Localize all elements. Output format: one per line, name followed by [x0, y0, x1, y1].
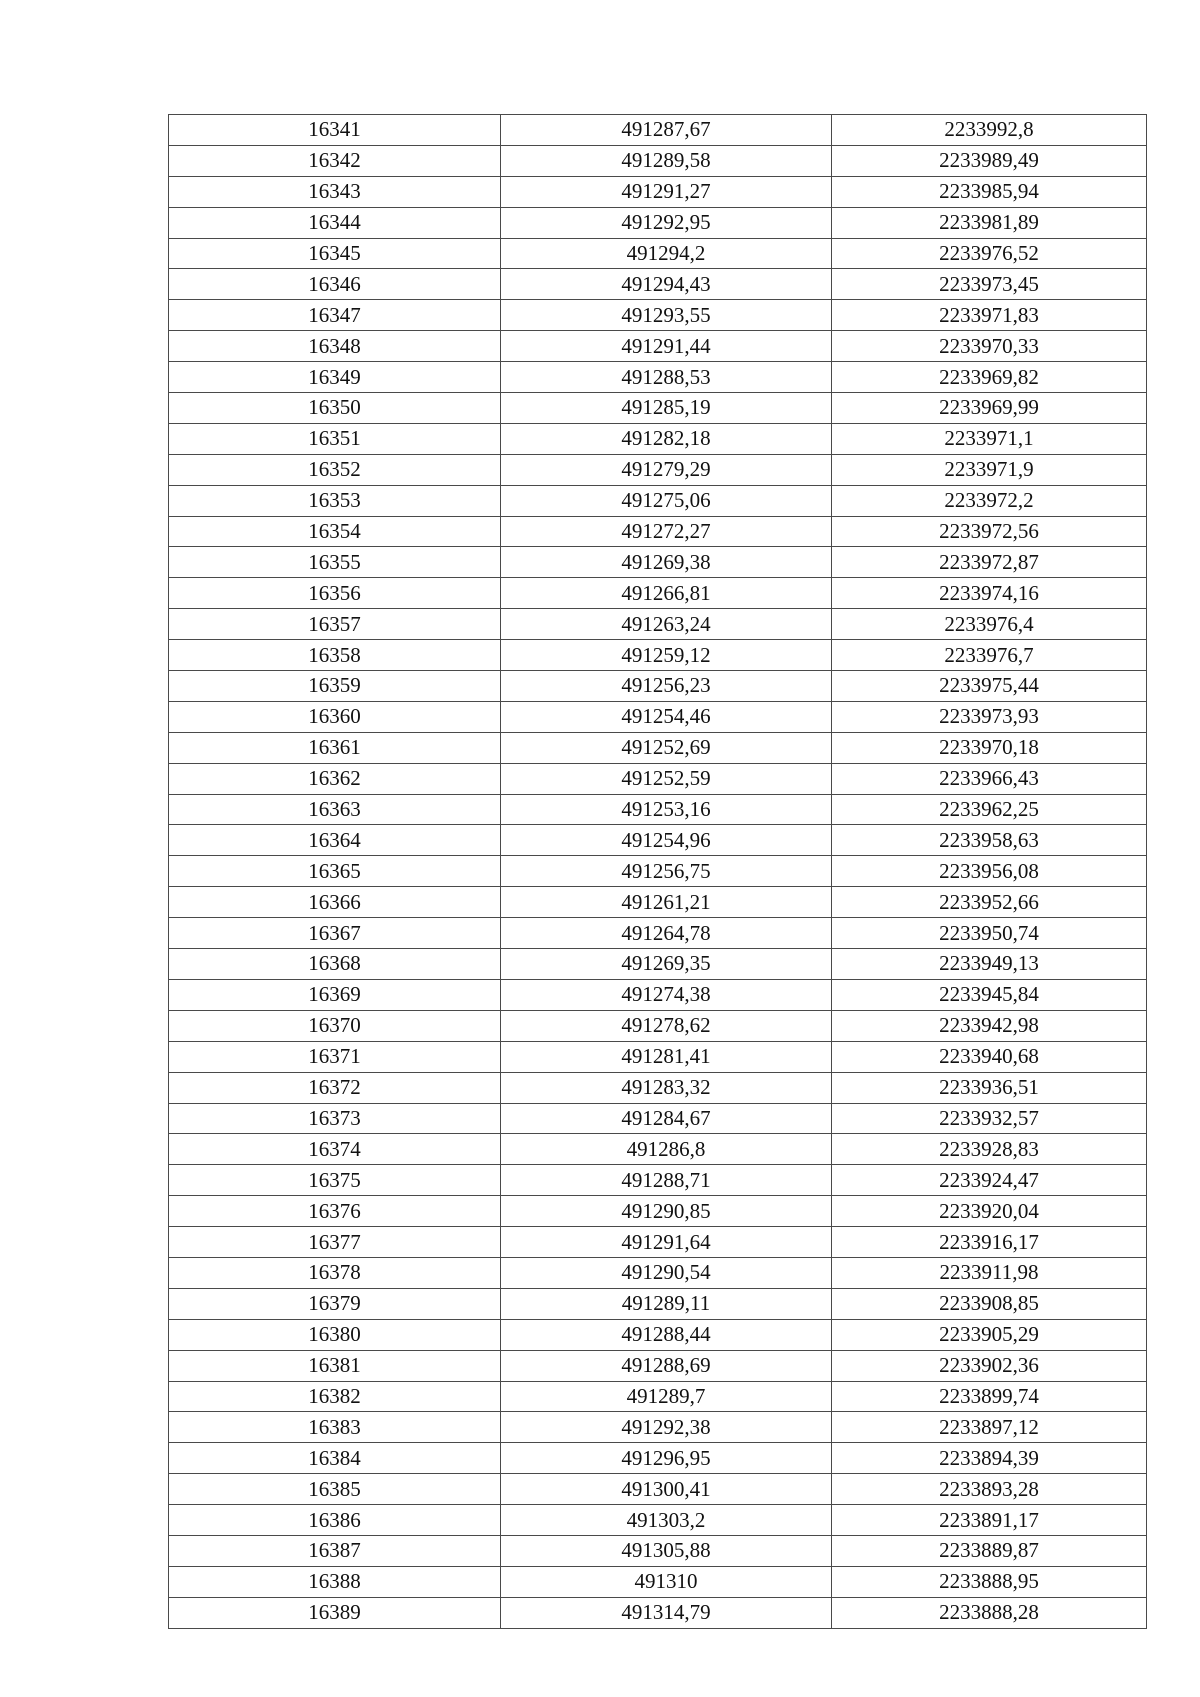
point-number-cell: 16376: [169, 1196, 501, 1227]
point-number-cell: 16389: [169, 1597, 501, 1628]
y-coordinate-cell: 2233975,44: [832, 671, 1147, 702]
x-coordinate-cell: 491252,59: [501, 763, 832, 794]
coordinates-table-body: [169, 115, 1147, 1629]
y-coordinate-cell: 2233893,28: [832, 1474, 1147, 1505]
table-row: [169, 485, 1147, 516]
x-coordinate-cell: 491288,44: [501, 1319, 832, 1350]
y-coordinate-cell: 2233945,84: [832, 979, 1147, 1010]
point-number-cell: 16345: [169, 238, 501, 269]
table-row: [169, 1227, 1147, 1258]
x-coordinate-cell: 491266,81: [501, 578, 832, 609]
x-coordinate-cell: 491259,12: [501, 640, 832, 671]
table-row: [169, 1072, 1147, 1103]
y-coordinate-cell: 2233985,94: [832, 176, 1147, 207]
x-coordinate-cell: 491305,88: [501, 1535, 832, 1566]
y-coordinate-cell: 2233956,08: [832, 856, 1147, 887]
point-number-cell: 16379: [169, 1288, 501, 1319]
x-coordinate-cell: 491291,44: [501, 331, 832, 362]
point-number-cell: 16351: [169, 423, 501, 454]
y-coordinate-cell: 2233969,99: [832, 393, 1147, 424]
x-coordinate-cell: 491269,38: [501, 547, 832, 578]
point-number-cell: 16341: [169, 115, 501, 146]
point-number-cell: 16373: [169, 1103, 501, 1134]
x-coordinate-cell: 491254,96: [501, 825, 832, 856]
table-row: [169, 856, 1147, 887]
point-number-cell: 16367: [169, 918, 501, 949]
table-row: [169, 1350, 1147, 1381]
y-coordinate-cell: 2233971,83: [832, 300, 1147, 331]
point-number-cell: 16359: [169, 671, 501, 702]
point-number-cell: 16377: [169, 1227, 501, 1258]
point-number-cell: 16343: [169, 176, 501, 207]
table-row: [169, 609, 1147, 640]
point-number-cell: 16388: [169, 1566, 501, 1597]
x-coordinate-cell: 491275,06: [501, 485, 832, 516]
x-coordinate-cell: 491263,24: [501, 609, 832, 640]
point-number-cell: 16344: [169, 207, 501, 238]
x-coordinate-cell: 491290,54: [501, 1257, 832, 1288]
y-coordinate-cell: 2233911,98: [832, 1257, 1147, 1288]
table-row: [169, 1566, 1147, 1597]
table-row: [169, 1474, 1147, 1505]
table-row: [169, 1288, 1147, 1319]
x-coordinate-cell: 491289,11: [501, 1288, 832, 1319]
point-number-cell: 16382: [169, 1381, 501, 1412]
y-coordinate-cell: 2233899,74: [832, 1381, 1147, 1412]
point-number-cell: 16350: [169, 393, 501, 424]
y-coordinate-cell: 2233889,87: [832, 1535, 1147, 1566]
point-number-cell: 16349: [169, 362, 501, 393]
x-coordinate-cell: 491284,67: [501, 1103, 832, 1134]
table-row: [169, 1165, 1147, 1196]
table-row: [169, 640, 1147, 671]
y-coordinate-cell: 2233970,18: [832, 732, 1147, 763]
table-row: [169, 207, 1147, 238]
x-coordinate-cell: 491254,46: [501, 701, 832, 732]
x-coordinate-cell: 491253,16: [501, 794, 832, 825]
y-coordinate-cell: 2233936,51: [832, 1072, 1147, 1103]
table-row: [169, 300, 1147, 331]
x-coordinate-cell: 491272,27: [501, 516, 832, 547]
y-coordinate-cell: 2233962,25: [832, 794, 1147, 825]
x-coordinate-cell: 491289,7: [501, 1381, 832, 1412]
table-row: [169, 1134, 1147, 1165]
y-coordinate-cell: 2233981,89: [832, 207, 1147, 238]
x-coordinate-cell: 491287,67: [501, 115, 832, 146]
x-coordinate-cell: 491252,69: [501, 732, 832, 763]
y-coordinate-cell: 2233958,63: [832, 825, 1147, 856]
point-number-cell: 16347: [169, 300, 501, 331]
point-number-cell: 16346: [169, 269, 501, 300]
table-row: [169, 269, 1147, 300]
point-number-cell: 16378: [169, 1257, 501, 1288]
y-coordinate-cell: 2233976,52: [832, 238, 1147, 269]
point-number-cell: 16364: [169, 825, 501, 856]
table-row: [169, 825, 1147, 856]
table-row: [169, 1443, 1147, 1474]
x-coordinate-cell: 491281,41: [501, 1041, 832, 1072]
point-number-cell: 16356: [169, 578, 501, 609]
table-row: [169, 516, 1147, 547]
y-coordinate-cell: 2233891,17: [832, 1505, 1147, 1536]
y-coordinate-cell: 2233905,29: [832, 1319, 1147, 1350]
y-coordinate-cell: 2233897,12: [832, 1412, 1147, 1443]
table-row: [169, 393, 1147, 424]
x-coordinate-cell: 491288,53: [501, 362, 832, 393]
table-row: [169, 949, 1147, 980]
table-row: [169, 454, 1147, 485]
x-coordinate-cell: 491294,2: [501, 238, 832, 269]
x-coordinate-cell: 491256,75: [501, 856, 832, 887]
point-number-cell: 16370: [169, 1010, 501, 1041]
y-coordinate-cell: 2233940,68: [832, 1041, 1147, 1072]
point-number-cell: 16365: [169, 856, 501, 887]
table-row: [169, 331, 1147, 362]
point-number-cell: 16372: [169, 1072, 501, 1103]
x-coordinate-cell: 491300,41: [501, 1474, 832, 1505]
y-coordinate-cell: 2233969,82: [832, 362, 1147, 393]
y-coordinate-cell: 2233971,9: [832, 454, 1147, 485]
table-row: [169, 423, 1147, 454]
y-coordinate-cell: 2233973,93: [832, 701, 1147, 732]
x-coordinate-cell: 491294,43: [501, 269, 832, 300]
table-row: [169, 115, 1147, 146]
point-number-cell: 16360: [169, 701, 501, 732]
table-row: [169, 1041, 1147, 1072]
table-row: [169, 1196, 1147, 1227]
y-coordinate-cell: 2233972,2: [832, 485, 1147, 516]
y-coordinate-cell: 2233932,57: [832, 1103, 1147, 1134]
point-number-cell: 16366: [169, 887, 501, 918]
y-coordinate-cell: 2233971,1: [832, 423, 1147, 454]
x-coordinate-cell: 491264,78: [501, 918, 832, 949]
x-coordinate-cell: 491261,21: [501, 887, 832, 918]
point-number-cell: 16353: [169, 485, 501, 516]
x-coordinate-cell: 491278,62: [501, 1010, 832, 1041]
x-coordinate-cell: 491279,29: [501, 454, 832, 485]
table-row: [169, 732, 1147, 763]
table-row: [169, 362, 1147, 393]
y-coordinate-cell: 2233976,7: [832, 640, 1147, 671]
y-coordinate-cell: 2233972,87: [832, 547, 1147, 578]
point-number-cell: 16355: [169, 547, 501, 578]
point-number-cell: 16381: [169, 1350, 501, 1381]
y-coordinate-cell: 2233989,49: [832, 145, 1147, 176]
y-coordinate-cell: 2233970,33: [832, 331, 1147, 362]
y-coordinate-cell: 2233950,74: [832, 918, 1147, 949]
y-coordinate-cell: 2233974,16: [832, 578, 1147, 609]
point-number-cell: 16383: [169, 1412, 501, 1443]
table-row: [169, 145, 1147, 176]
y-coordinate-cell: 2233992,8: [832, 115, 1147, 146]
x-coordinate-cell: 491285,19: [501, 393, 832, 424]
table-row: [169, 763, 1147, 794]
x-coordinate-cell: 491310: [501, 1566, 832, 1597]
table-row: [169, 1505, 1147, 1536]
x-coordinate-cell: 491292,95: [501, 207, 832, 238]
y-coordinate-cell: 2233888,95: [832, 1566, 1147, 1597]
table-row: [169, 671, 1147, 702]
x-coordinate-cell: 491290,85: [501, 1196, 832, 1227]
table-row: [169, 547, 1147, 578]
x-coordinate-cell: 491274,38: [501, 979, 832, 1010]
x-coordinate-cell: 491289,58: [501, 145, 832, 176]
point-number-cell: 16386: [169, 1505, 501, 1536]
y-coordinate-cell: 2233888,28: [832, 1597, 1147, 1628]
y-coordinate-cell: 2233973,45: [832, 269, 1147, 300]
point-number-cell: 16375: [169, 1165, 501, 1196]
table-row: [169, 1257, 1147, 1288]
table-row: [169, 1535, 1147, 1566]
table-row: [169, 176, 1147, 207]
x-coordinate-cell: 491314,79: [501, 1597, 832, 1628]
point-number-cell: 16387: [169, 1535, 501, 1566]
x-coordinate-cell: 491292,38: [501, 1412, 832, 1443]
y-coordinate-cell: 2233976,4: [832, 609, 1147, 640]
x-coordinate-cell: 491283,32: [501, 1072, 832, 1103]
y-coordinate-cell: 2233902,36: [832, 1350, 1147, 1381]
table-row: [169, 918, 1147, 949]
table-row: [169, 979, 1147, 1010]
point-number-cell: 16380: [169, 1319, 501, 1350]
point-number-cell: 16384: [169, 1443, 501, 1474]
table-row: [169, 1412, 1147, 1443]
table-row: [169, 701, 1147, 732]
x-coordinate-cell: 491296,95: [501, 1443, 832, 1474]
y-coordinate-cell: 2233920,04: [832, 1196, 1147, 1227]
point-number-cell: 16371: [169, 1041, 501, 1072]
y-coordinate-cell: 2233972,56: [832, 516, 1147, 547]
y-coordinate-cell: 2233952,66: [832, 887, 1147, 918]
x-coordinate-cell: 491291,27: [501, 176, 832, 207]
table-row: [169, 1381, 1147, 1412]
point-number-cell: 16354: [169, 516, 501, 547]
table-row: [169, 1010, 1147, 1041]
table-row: [169, 578, 1147, 609]
x-coordinate-cell: 491293,55: [501, 300, 832, 331]
y-coordinate-cell: 2233894,39: [832, 1443, 1147, 1474]
point-number-cell: 16348: [169, 331, 501, 362]
table-row: [169, 794, 1147, 825]
point-number-cell: 16368: [169, 949, 501, 980]
y-coordinate-cell: 2233908,85: [832, 1288, 1147, 1319]
x-coordinate-cell: 491303,2: [501, 1505, 832, 1536]
table-row: [169, 887, 1147, 918]
y-coordinate-cell: 2233949,13: [832, 949, 1147, 980]
point-number-cell: 16361: [169, 732, 501, 763]
table-row: [169, 1597, 1147, 1628]
point-number-cell: 16385: [169, 1474, 501, 1505]
point-number-cell: 16369: [169, 979, 501, 1010]
coordinates-table: [168, 114, 1147, 1629]
y-coordinate-cell: 2233966,43: [832, 763, 1147, 794]
x-coordinate-cell: 491288,71: [501, 1165, 832, 1196]
point-number-cell: 16362: [169, 763, 501, 794]
table-row: [169, 1319, 1147, 1350]
y-coordinate-cell: 2233916,17: [832, 1227, 1147, 1258]
x-coordinate-cell: 491256,23: [501, 671, 832, 702]
point-number-cell: 16342: [169, 145, 501, 176]
x-coordinate-cell: 491282,18: [501, 423, 832, 454]
point-number-cell: 16374: [169, 1134, 501, 1165]
y-coordinate-cell: 2233924,47: [832, 1165, 1147, 1196]
point-number-cell: 16352: [169, 454, 501, 485]
x-coordinate-cell: 491291,64: [501, 1227, 832, 1258]
point-number-cell: 16358: [169, 640, 501, 671]
x-coordinate-cell: 491288,69: [501, 1350, 832, 1381]
y-coordinate-cell: 2233928,83: [832, 1134, 1147, 1165]
x-coordinate-cell: 491269,35: [501, 949, 832, 980]
point-number-cell: 16357: [169, 609, 501, 640]
table-row: [169, 1103, 1147, 1134]
point-number-cell: 16363: [169, 794, 501, 825]
x-coordinate-cell: 491286,8: [501, 1134, 832, 1165]
y-coordinate-cell: 2233942,98: [832, 1010, 1147, 1041]
table-row: [169, 238, 1147, 269]
